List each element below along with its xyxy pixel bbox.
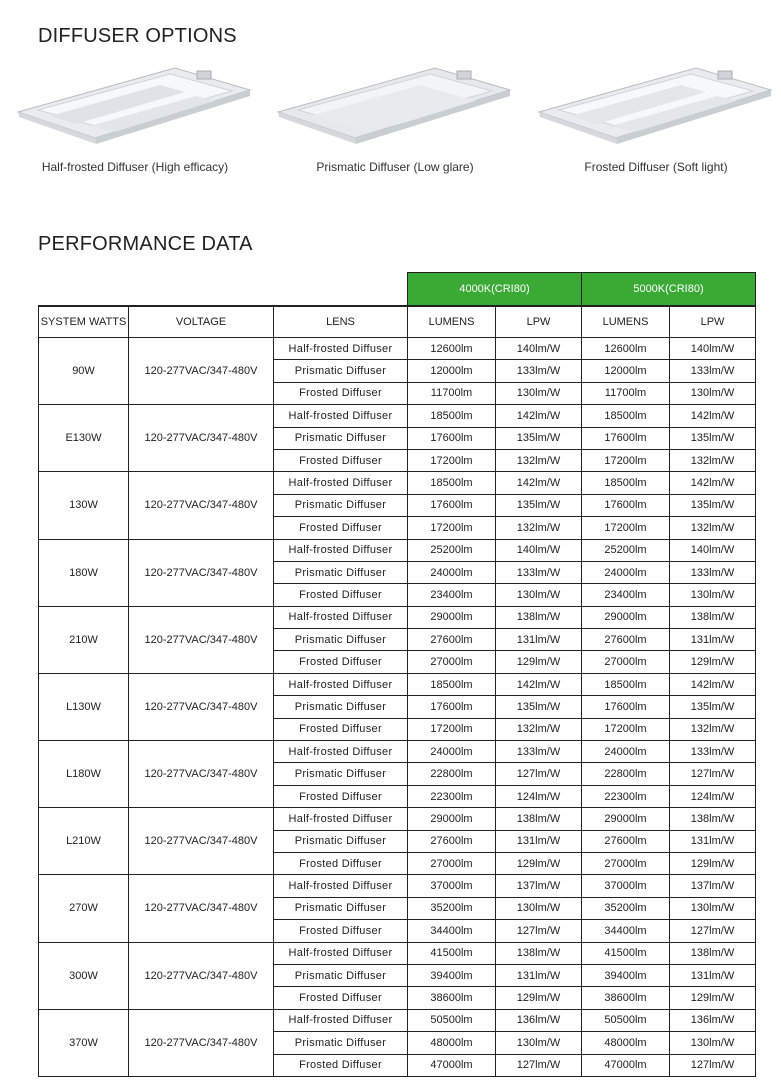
lumens-4000k-cell: 50500lm bbox=[408, 1009, 496, 1031]
lumens-4000k-cell: 11700lm bbox=[408, 382, 496, 404]
lpw-5000k-cell: 129lm/W bbox=[670, 651, 756, 673]
lens-cell: Frosted Diffuser bbox=[274, 449, 408, 471]
lumens-5000k-cell: 25200lm bbox=[582, 539, 670, 561]
lens-cell: Prismatic Diffuser bbox=[274, 830, 408, 852]
lumens-5000k-cell: 17600lm bbox=[582, 427, 670, 449]
lumens-4000k-cell: 17200lm bbox=[408, 718, 496, 740]
group-header-4000k: 4000K(CRI80) bbox=[408, 273, 582, 307]
lens-cell: Frosted Diffuser bbox=[274, 517, 408, 539]
caption-frosted: Frosted Diffuser (Soft light) bbox=[584, 160, 728, 174]
lumens-5000k-cell: 35200lm bbox=[582, 897, 670, 919]
lpw-4000k-cell: 142lm/W bbox=[496, 405, 582, 427]
voltage-cell: 120-277VAC/347-480V bbox=[129, 405, 274, 472]
lpw-5000k-cell: 132lm/W bbox=[670, 718, 756, 740]
lumens-4000k-cell: 12600lm bbox=[408, 338, 496, 360]
lumens-4000k-cell: 27600lm bbox=[408, 629, 496, 651]
lens-cell: Frosted Diffuser bbox=[274, 987, 408, 1009]
lumens-4000k-cell: 27000lm bbox=[408, 651, 496, 673]
lumens-4000k-cell: 41500lm bbox=[408, 942, 496, 964]
table-row bbox=[39, 808, 756, 830]
lumens-5000k-cell: 39400lm bbox=[582, 964, 670, 986]
lpw-5000k-cell: 130lm/W bbox=[670, 584, 756, 606]
lpw-5000k-cell: 130lm/W bbox=[670, 897, 756, 919]
lpw-4000k-cell: 140lm/W bbox=[496, 539, 582, 561]
lumens-5000k-cell: 23400lm bbox=[582, 584, 670, 606]
system-watts-cell: E130W bbox=[39, 405, 129, 472]
lpw-4000k-cell: 130lm/W bbox=[496, 897, 582, 919]
lumens-4000k-cell: 25200lm bbox=[408, 539, 496, 561]
lens-cell: Prismatic Diffuser bbox=[274, 1032, 408, 1054]
system-watts-cell: 130W bbox=[39, 472, 129, 539]
lpw-4000k-cell: 137lm/W bbox=[496, 875, 582, 897]
lumens-4000k-cell: 18500lm bbox=[408, 405, 496, 427]
lumens-5000k-cell: 17600lm bbox=[582, 696, 670, 718]
lpw-4000k-cell: 135lm/W bbox=[496, 427, 582, 449]
lumens-4000k-cell: 18500lm bbox=[408, 673, 496, 695]
voltage-cell: 120-277VAC/347-480V bbox=[129, 875, 274, 942]
lens-cell: Prismatic Diffuser bbox=[274, 427, 408, 449]
lpw-5000k-cell: 142lm/W bbox=[670, 673, 756, 695]
lumens-5000k-cell: 38600lm bbox=[582, 987, 670, 1009]
lpw-5000k-cell: 132lm/W bbox=[670, 517, 756, 539]
lpw-5000k-cell: 135lm/W bbox=[670, 696, 756, 718]
lens-cell: Half-frosted Diffuser bbox=[274, 741, 408, 763]
lumens-5000k-cell: 18500lm bbox=[582, 405, 670, 427]
lens-cell: Frosted Diffuser bbox=[274, 584, 408, 606]
lpw-4000k-cell: 136lm/W bbox=[496, 1009, 582, 1031]
lumens-5000k-cell: 27600lm bbox=[582, 629, 670, 651]
system-watts-cell: 370W bbox=[39, 1009, 129, 1076]
lens-cell: Half-frosted Diffuser bbox=[274, 405, 408, 427]
lumens-4000k-cell: 39400lm bbox=[408, 964, 496, 986]
lpw-4000k-cell: 133lm/W bbox=[496, 360, 582, 382]
voltage-cell: 120-277VAC/347-480V bbox=[129, 741, 274, 808]
lpw-4000k-cell: 138lm/W bbox=[496, 606, 582, 628]
caption-half-frosted: Half-frosted Diffuser (High efficacy) bbox=[41, 160, 229, 174]
frosted-fixture-icon bbox=[531, 60, 781, 150]
col-header-voltage: VOLTAGE bbox=[129, 306, 274, 338]
system-watts-cell: 180W bbox=[39, 539, 129, 606]
lpw-5000k-cell: 133lm/W bbox=[670, 741, 756, 763]
lumens-5000k-cell: 27600lm bbox=[582, 830, 670, 852]
lumens-4000k-cell: 29000lm bbox=[408, 808, 496, 830]
lumens-4000k-cell: 27600lm bbox=[408, 830, 496, 852]
lpw-5000k-cell: 130lm/W bbox=[670, 1032, 756, 1054]
lpw-5000k-cell: 140lm/W bbox=[670, 539, 756, 561]
lpw-4000k-cell: 132lm/W bbox=[496, 718, 582, 740]
lpw-5000k-cell: 127lm/W bbox=[670, 763, 756, 785]
lens-cell: Prismatic Diffuser bbox=[274, 964, 408, 986]
lumens-5000k-cell: 12000lm bbox=[582, 360, 670, 382]
col-header-lumens-4000k: LUMENS bbox=[408, 306, 496, 338]
col-header-system-watts: SYSTEM WATTS bbox=[39, 306, 129, 338]
performance-table-wrap bbox=[38, 272, 756, 1077]
voltage-cell: 120-277VAC/347-480V bbox=[129, 942, 274, 1009]
lpw-5000k-cell: 138lm/W bbox=[670, 606, 756, 628]
lpw-4000k-cell: 140lm/W bbox=[496, 338, 582, 360]
lpw-5000k-cell: 140lm/W bbox=[670, 338, 756, 360]
lumens-4000k-cell: 23400lm bbox=[408, 584, 496, 606]
lumens-5000k-cell: 17200lm bbox=[582, 449, 670, 471]
voltage-cell: 120-277VAC/347-480V bbox=[129, 808, 274, 875]
lumens-4000k-cell: 17600lm bbox=[408, 494, 496, 516]
lumens-5000k-cell: 22300lm bbox=[582, 785, 670, 807]
lens-cell: Frosted Diffuser bbox=[274, 920, 408, 942]
lumens-4000k-cell: 18500lm bbox=[408, 472, 496, 494]
lumens-5000k-cell: 47000lm bbox=[582, 1054, 670, 1076]
lumens-4000k-cell: 22300lm bbox=[408, 785, 496, 807]
table-row bbox=[39, 606, 756, 628]
lumens-5000k-cell: 29000lm bbox=[582, 808, 670, 830]
lpw-5000k-cell: 133lm/W bbox=[670, 360, 756, 382]
lens-cell: Prismatic Diffuser bbox=[274, 763, 408, 785]
lumens-4000k-cell: 48000lm bbox=[408, 1032, 496, 1054]
table-row bbox=[39, 539, 756, 561]
lpw-4000k-cell: 138lm/W bbox=[496, 942, 582, 964]
lumens-4000k-cell: 24000lm bbox=[408, 561, 496, 583]
lumens-5000k-cell: 17200lm bbox=[582, 718, 670, 740]
lpw-4000k-cell: 131lm/W bbox=[496, 964, 582, 986]
table-row bbox=[39, 741, 756, 763]
lpw-4000k-cell: 124lm/W bbox=[496, 785, 582, 807]
lpw-5000k-cell: 132lm/W bbox=[670, 449, 756, 471]
lumens-5000k-cell: 50500lm bbox=[582, 1009, 670, 1031]
lpw-4000k-cell: 127lm/W bbox=[496, 1054, 582, 1076]
lumens-5000k-cell: 24000lm bbox=[582, 561, 670, 583]
lumens-5000k-cell: 17600lm bbox=[582, 494, 670, 516]
lens-cell: Prismatic Diffuser bbox=[274, 360, 408, 382]
lpw-4000k-cell: 132lm/W bbox=[496, 449, 582, 471]
lumens-4000k-cell: 22800lm bbox=[408, 763, 496, 785]
lpw-4000k-cell: 130lm/W bbox=[496, 1032, 582, 1054]
lpw-5000k-cell: 127lm/W bbox=[670, 920, 756, 942]
voltage-cell: 120-277VAC/347-480V bbox=[129, 1009, 274, 1076]
lpw-4000k-cell: 129lm/W bbox=[496, 651, 582, 673]
lens-cell: Frosted Diffuser bbox=[274, 651, 408, 673]
system-watts-cell: L180W bbox=[39, 741, 129, 808]
product-prismatic bbox=[270, 60, 520, 210]
lpw-5000k-cell: 138lm/W bbox=[670, 942, 756, 964]
lens-cell: Half-frosted Diffuser bbox=[274, 1009, 408, 1031]
lumens-5000k-cell: 41500lm bbox=[582, 942, 670, 964]
prismatic-fixture-icon bbox=[270, 60, 520, 150]
table-row bbox=[39, 1009, 756, 1031]
lumens-4000k-cell: 35200lm bbox=[408, 897, 496, 919]
half-frosted-fixture-icon bbox=[10, 60, 260, 150]
lpw-4000k-cell: 130lm/W bbox=[496, 382, 582, 404]
system-watts-cell: L130W bbox=[39, 673, 129, 740]
lumens-5000k-cell: 34400lm bbox=[582, 920, 670, 942]
lens-cell: Prismatic Diffuser bbox=[274, 696, 408, 718]
lpw-5000k-cell: 135lm/W bbox=[670, 494, 756, 516]
lumens-4000k-cell: 17600lm bbox=[408, 696, 496, 718]
voltage-cell: 120-277VAC/347-480V bbox=[129, 606, 274, 673]
lens-cell: Prismatic Diffuser bbox=[274, 561, 408, 583]
table-row bbox=[39, 338, 756, 360]
lpw-4000k-cell: 129lm/W bbox=[496, 852, 582, 874]
lens-cell: Frosted Diffuser bbox=[274, 382, 408, 404]
table-row bbox=[39, 673, 756, 695]
product-half-frosted bbox=[10, 60, 260, 210]
group-header-5000k: 5000K(CRI80) bbox=[582, 273, 756, 307]
lens-cell: Half-frosted Diffuser bbox=[274, 673, 408, 695]
lumens-5000k-cell: 18500lm bbox=[582, 673, 670, 695]
lpw-4000k-cell: 127lm/W bbox=[496, 763, 582, 785]
lumens-5000k-cell: 12600lm bbox=[582, 338, 670, 360]
lumens-4000k-cell: 24000lm bbox=[408, 741, 496, 763]
system-watts-cell: 300W bbox=[39, 942, 129, 1009]
lumens-5000k-cell: 37000lm bbox=[582, 875, 670, 897]
performance-table bbox=[38, 272, 756, 1077]
lpw-5000k-cell: 136lm/W bbox=[670, 1009, 756, 1031]
lens-cell: Half-frosted Diffuser bbox=[274, 942, 408, 964]
lens-cell: Frosted Diffuser bbox=[274, 852, 408, 874]
lumens-5000k-cell: 22800lm bbox=[582, 763, 670, 785]
lpw-5000k-cell: 133lm/W bbox=[670, 561, 756, 583]
lpw-4000k-cell: 135lm/W bbox=[496, 696, 582, 718]
lpw-4000k-cell: 131lm/W bbox=[496, 629, 582, 651]
lpw-4000k-cell: 138lm/W bbox=[496, 808, 582, 830]
lens-cell: Prismatic Diffuser bbox=[274, 629, 408, 651]
lumens-4000k-cell: 17600lm bbox=[408, 427, 496, 449]
table-row bbox=[39, 472, 756, 494]
lumens-5000k-cell: 11700lm bbox=[582, 382, 670, 404]
table-row bbox=[39, 875, 756, 897]
voltage-cell: 120-277VAC/347-480V bbox=[129, 539, 274, 606]
lpw-5000k-cell: 142lm/W bbox=[670, 405, 756, 427]
lumens-5000k-cell: 18500lm bbox=[582, 472, 670, 494]
lpw-4000k-cell: 142lm/W bbox=[496, 472, 582, 494]
lpw-4000k-cell: 130lm/W bbox=[496, 584, 582, 606]
lumens-4000k-cell: 34400lm bbox=[408, 920, 496, 942]
lens-cell: Frosted Diffuser bbox=[274, 1054, 408, 1076]
lpw-4000k-cell: 133lm/W bbox=[496, 561, 582, 583]
lens-cell: Half-frosted Diffuser bbox=[274, 875, 408, 897]
lpw-5000k-cell: 130lm/W bbox=[670, 382, 756, 404]
blank-header-cell bbox=[39, 273, 408, 307]
lens-cell: Half-frosted Diffuser bbox=[274, 808, 408, 830]
system-watts-cell: 210W bbox=[39, 606, 129, 673]
lens-cell: Half-frosted Diffuser bbox=[274, 539, 408, 561]
lpw-4000k-cell: 129lm/W bbox=[496, 987, 582, 1009]
system-watts-cell: 270W bbox=[39, 875, 129, 942]
col-header-lens: LENS bbox=[274, 306, 408, 338]
lumens-5000k-cell: 29000lm bbox=[582, 606, 670, 628]
table-row bbox=[39, 942, 756, 964]
voltage-cell: 120-277VAC/347-480V bbox=[129, 338, 274, 405]
lpw-5000k-cell: 129lm/W bbox=[670, 987, 756, 1009]
voltage-cell: 120-277VAC/347-480V bbox=[129, 472, 274, 539]
lpw-4000k-cell: 142lm/W bbox=[496, 673, 582, 695]
col-header-lpw-4000k: LPW bbox=[496, 306, 582, 338]
lens-cell: Prismatic Diffuser bbox=[274, 494, 408, 516]
lens-cell: Half-frosted Diffuser bbox=[274, 472, 408, 494]
lens-cell: Frosted Diffuser bbox=[274, 785, 408, 807]
lpw-5000k-cell: 138lm/W bbox=[670, 808, 756, 830]
product-frosted bbox=[531, 60, 781, 210]
table-row bbox=[39, 405, 756, 427]
voltage-cell: 120-277VAC/347-480V bbox=[129, 673, 274, 740]
lpw-4000k-cell: 133lm/W bbox=[496, 741, 582, 763]
lpw-5000k-cell: 127lm/W bbox=[670, 1054, 756, 1076]
col-header-lpw-5000k: LPW bbox=[670, 306, 756, 338]
lpw-4000k-cell: 127lm/W bbox=[496, 920, 582, 942]
lpw-4000k-cell: 132lm/W bbox=[496, 517, 582, 539]
lumens-4000k-cell: 17200lm bbox=[408, 449, 496, 471]
lumens-5000k-cell: 48000lm bbox=[582, 1032, 670, 1054]
lumens-4000k-cell: 17200lm bbox=[408, 517, 496, 539]
lumens-5000k-cell: 17200lm bbox=[582, 517, 670, 539]
lens-cell: Prismatic Diffuser bbox=[274, 897, 408, 919]
lpw-5000k-cell: 142lm/W bbox=[670, 472, 756, 494]
lumens-4000k-cell: 12000lm bbox=[408, 360, 496, 382]
lumens-4000k-cell: 37000lm bbox=[408, 875, 496, 897]
diffuser-options-title: DIFFUSER OPTIONS bbox=[38, 25, 237, 47]
lumens-4000k-cell: 47000lm bbox=[408, 1054, 496, 1076]
lpw-5000k-cell: 129lm/W bbox=[670, 852, 756, 874]
lpw-5000k-cell: 131lm/W bbox=[670, 964, 756, 986]
lpw-4000k-cell: 131lm/W bbox=[496, 830, 582, 852]
performance-data-title: PERFORMANCE DATA bbox=[38, 233, 253, 255]
lpw-5000k-cell: 124lm/W bbox=[670, 785, 756, 807]
lpw-5000k-cell: 135lm/W bbox=[670, 427, 756, 449]
lpw-5000k-cell: 137lm/W bbox=[670, 875, 756, 897]
lpw-5000k-cell: 131lm/W bbox=[670, 629, 756, 651]
lumens-4000k-cell: 29000lm bbox=[408, 606, 496, 628]
lumens-5000k-cell: 24000lm bbox=[582, 741, 670, 763]
system-watts-cell: 90W bbox=[39, 338, 129, 405]
lpw-5000k-cell: 131lm/W bbox=[670, 830, 756, 852]
lumens-5000k-cell: 27000lm bbox=[582, 852, 670, 874]
lumens-5000k-cell: 27000lm bbox=[582, 651, 670, 673]
system-watts-cell: L210W bbox=[39, 808, 129, 875]
lpw-4000k-cell: 135lm/W bbox=[496, 494, 582, 516]
caption-prismatic: Prismatic Diffuser (Low glare) bbox=[316, 160, 474, 174]
lens-cell: Frosted Diffuser bbox=[274, 718, 408, 740]
lens-cell: Half-frosted Diffuser bbox=[274, 338, 408, 360]
lumens-4000k-cell: 27000lm bbox=[408, 852, 496, 874]
lens-cell: Half-frosted Diffuser bbox=[274, 606, 408, 628]
lumens-4000k-cell: 38600lm bbox=[408, 987, 496, 1009]
col-header-lumens-5000k: LUMENS bbox=[582, 306, 670, 338]
